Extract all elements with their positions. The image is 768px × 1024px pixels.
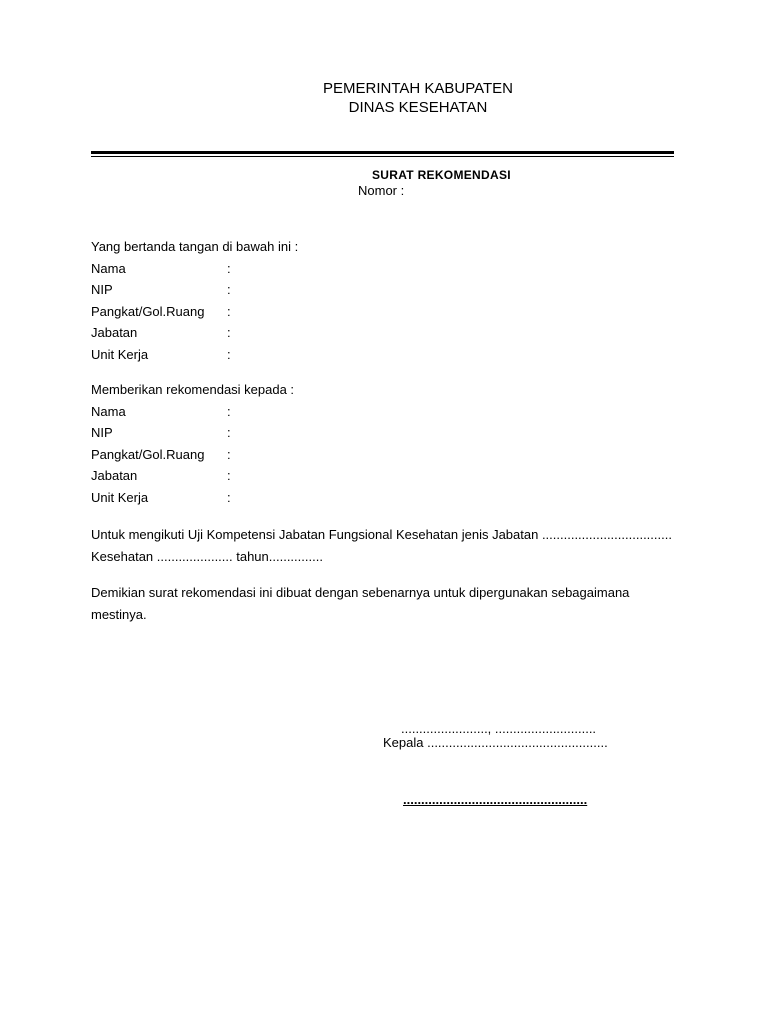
field-label: NIP (91, 282, 113, 297)
field-label: Jabatan (91, 468, 138, 483)
field-label: Unit Kerja (91, 346, 149, 362)
field-label: Unit Kerja (91, 489, 149, 505)
recipient-field (91, 444, 294, 466)
signature-name: ................................................... (403, 792, 588, 807)
closing-line-2: mestinya. (91, 607, 147, 622)
letterhead-line-1: PEMERINTAH KABUPATEN (322, 80, 514, 97)
field-colon: : (227, 260, 231, 276)
field-colon: : (227, 446, 231, 462)
purpose-line-2: Kesehatan ..................... tahun............... (91, 549, 323, 564)
purpose-line-1: Untuk mengikuti Uji Kompetensi Jabatan Fungsional Kesehatan jenis Jabatan .................................... (91, 527, 672, 542)
field-label: NIP (91, 425, 113, 440)
signer-field (91, 301, 298, 323)
field-colon: : (227, 403, 231, 419)
letterhead (0, 79, 768, 117)
signer-field (91, 344, 298, 366)
recipient-field (91, 465, 294, 487)
signer-section (91, 236, 298, 365)
signature-place-date: ........................, ............................ (401, 721, 597, 736)
field-colon: : (227, 468, 231, 483)
signer-field (91, 258, 298, 280)
closing-paragraph (91, 582, 716, 626)
field-label: Nama (91, 260, 126, 276)
field-colon: : (227, 282, 231, 297)
field-colon: : (227, 325, 231, 340)
signer-field (91, 322, 298, 344)
recipient-field (91, 487, 294, 509)
signer-field (91, 279, 298, 301)
closing-line-1: Demikian surat rekomendasi ini dibuat dengan sebenarnya untuk dipergunakan sebagaimana (91, 585, 630, 600)
field-label: Pangkat/Gol.Ruang (91, 303, 205, 319)
field-label: Pangkat/Gol.Ruang (91, 446, 205, 462)
letterhead-rule-thin (91, 156, 674, 157)
field-label: Nama (91, 403, 126, 419)
field-colon: : (227, 425, 231, 440)
field-colon: : (227, 346, 231, 362)
field-label: Jabatan (91, 325, 138, 340)
recipient-section (91, 379, 294, 508)
recipient-intro: Memberikan rekomendasi kepada : (91, 382, 295, 397)
signature-position: Kepala .................................................. (383, 735, 608, 750)
recipient-field (91, 422, 294, 444)
letter-number: Nomor : (358, 183, 405, 198)
letterhead-rule-thick (91, 151, 674, 154)
field-colon: : (227, 303, 231, 319)
field-colon: : (227, 489, 231, 505)
letter-title: SURAT REKOMENDASI (372, 168, 511, 182)
purpose-paragraph (91, 524, 716, 568)
letterhead-line-2: DINAS KESEHATAN (348, 99, 488, 116)
signer-intro: Yang bertanda tangan di bawah ini : (91, 239, 299, 254)
recipient-field (91, 401, 294, 423)
